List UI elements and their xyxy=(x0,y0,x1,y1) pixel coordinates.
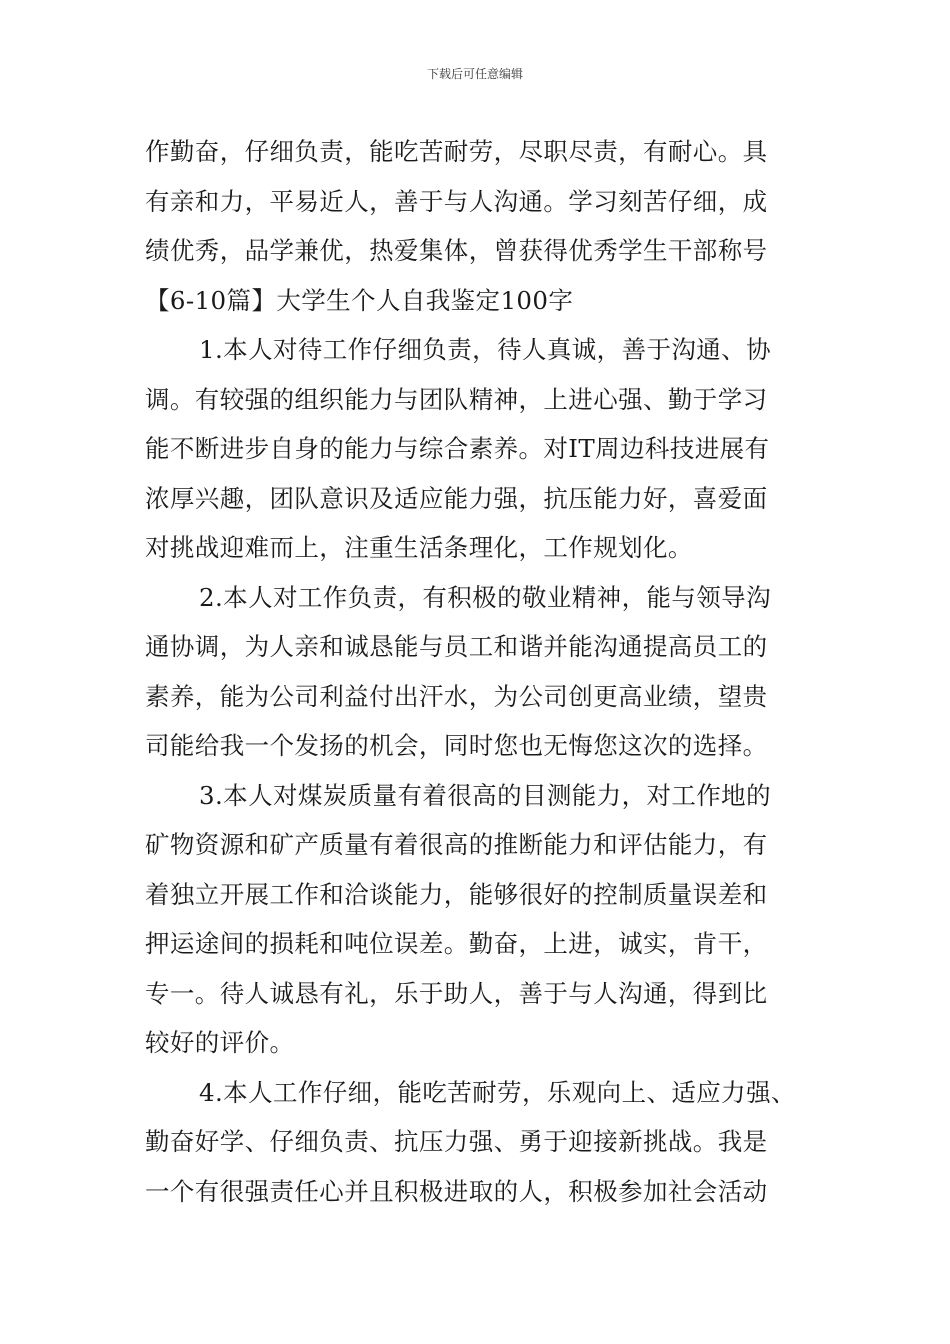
text-line: 作勤奋，仔细负责，能吃苦耐劳，尽职尽责，有耐心。具 xyxy=(145,137,768,166)
text-line: 3.本人对煤炭质量有着很高的目测能力，对工作地的 xyxy=(199,780,771,810)
text-line: 对挑战迎难而上，注重生活条理化，工作规划化。 xyxy=(145,533,693,562)
text-line: 押运途间的损耗和吨位误差。勤奋，上进，诚实，肯干， xyxy=(145,929,768,958)
text-line: 着独立开展工作和洽谈能力，能够很好的控制质量误差和 xyxy=(145,879,768,909)
text-line: 能不断进步自身的能力与综合素养。对IT周边科技进展有 xyxy=(145,434,770,463)
text-line: 通协调，为人亲和诚恳能与员工和谐并能沟通提高员工的 xyxy=(145,632,768,661)
text-line: 2.本人对工作负责，有积极的敬业精神，能与领导沟 xyxy=(199,582,771,612)
text-line: 司能给我一个发扬的机会，同时您也无悔您这次的选择。 xyxy=(145,731,768,760)
text-line: 勤奋好学、仔细负责、抗压力强、勇于迎接新挑战。我是 xyxy=(145,1127,768,1156)
text-line: 较好的评价。 xyxy=(145,1028,295,1057)
text-line: 矿物资源和矿产质量有着很高的推断能力和评估能力，有 xyxy=(145,830,768,859)
text-line: 绩优秀，品学兼优，热爱集体，曾获得优秀学生干部称号 xyxy=(145,236,768,265)
section-heading: 【6-10篇】大学生个人自我鉴定100字 xyxy=(145,285,574,315)
text-line: 有亲和力，平易近人，善于与人沟通。学习刻苦仔细，成 xyxy=(145,186,768,216)
text-line: 4.本人工作仔细，能吃苦耐劳，乐观向上、适应力强、 xyxy=(199,1077,796,1107)
document-body xyxy=(145,127,815,1216)
text-line: 专一。待人诚恳有礼，乐于助人，善于与人沟通，得到比 xyxy=(145,978,768,1008)
text-line: 1.本人对待工作仔细负责，待人真诚，善于沟通、协 xyxy=(199,335,771,364)
text-line: 一个有很强责任心并且积极进取的人，积极参加社会活动 xyxy=(145,1176,768,1206)
text-line: 素养，能为公司利益付出汗水，为公司创更高业绩，望贵 xyxy=(145,681,768,711)
text-line: 浓厚兴趣，团队意识及适应能力强，抗压能力好，喜爱面 xyxy=(145,483,768,513)
page-header: 下载后可任意编辑 xyxy=(426,67,523,81)
text-line: 调。有较强的组织能力与团队精神，上进心强、勤于学习 xyxy=(145,384,768,414)
